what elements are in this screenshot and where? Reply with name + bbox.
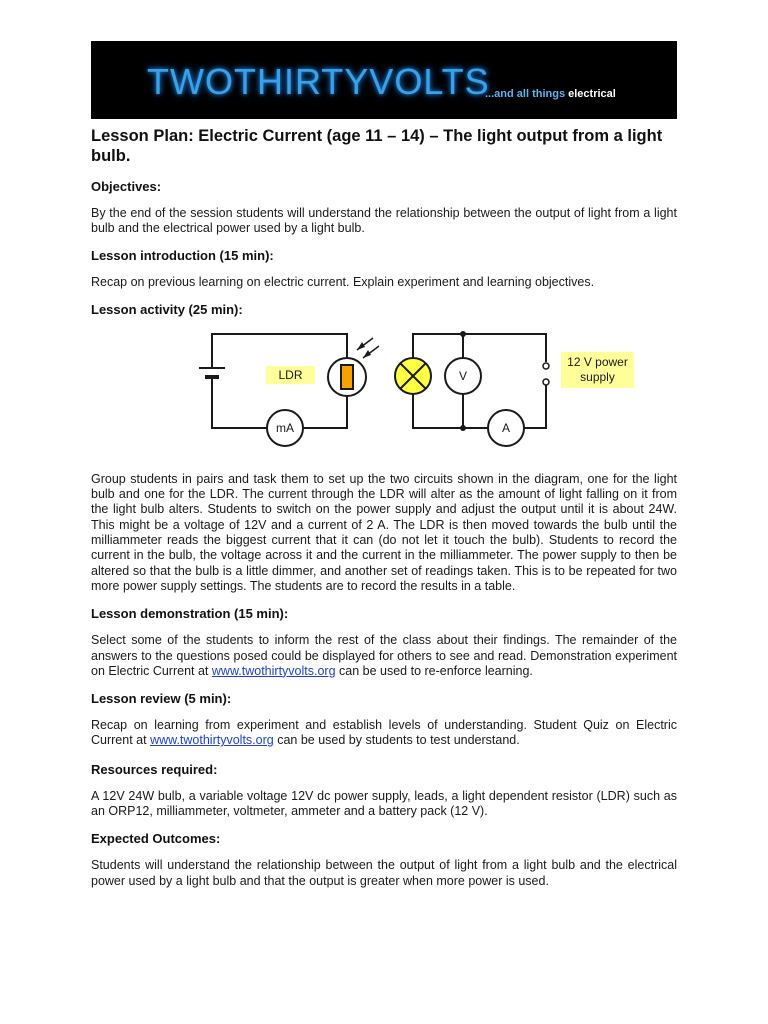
site-tagline (485, 88, 616, 100)
circuit-drawing (91, 328, 677, 452)
power-label-line2: supply (580, 369, 615, 384)
outcomes-heading: Expected Outcomes: (91, 831, 221, 847)
objectives-text: By the end of the session students will understand the relationship between the output of light from a light bulb and the electrical power used by a light bulb. (91, 206, 677, 236)
power-supply-label (561, 352, 634, 388)
milliammeter-label: mA (276, 420, 294, 435)
page-title: Lesson Plan: Electric Current (age 11 – 14) – The light output from a light bulb. (91, 127, 663, 165)
light-ray-1-arrow (357, 342, 365, 350)
review-text (91, 718, 677, 749)
review-link[interactable]: www.twothirtyvolts.org (150, 733, 274, 748)
circuit-diagram (91, 328, 677, 452)
junction-bottom (460, 425, 466, 431)
ldr-resistor (341, 365, 353, 389)
tagline-prefix: ...and all things (485, 88, 569, 100)
ldr-label: LDR (266, 366, 315, 384)
objectives-heading: Objectives: (91, 179, 162, 194)
review-heading: Lesson review (5 min): (91, 691, 232, 707)
demonstration-text-before: Select some of the students to inform the rest of the class about their findings. The remainder of the answers to the questions posed could be displayed for others to see and read. Demonstration experiment on Electric Current at (91, 633, 677, 678)
power-label-line1: 12 V power (567, 354, 628, 369)
activity-text: Group students in pairs and task them to set up the two circuits shown in the diagram, one for the light bulb and one for the LDR. The current through the LDR will alter as the amount of light falling on it from the light bulb alters. Students to switch on the power supply and adjust the output until it is about 24W. This might be a voltage of 12V and a current of 2 A. The LDR is then moved towards the bulb until the milliammeter reads the biggest current that it can (do not let it touch the bulb). Students to record the current in the bulb, the voltage across it and the current in the milliammeter. The power supply to then be altered so that the bulb is a little dimmer, and another set of readings taken. This is to be repeated for two more power supply settings. The students are to record the results in a table. (91, 471, 677, 593)
ldr-circuit-top-wire (212, 334, 347, 368)
bulb-circuit-top-wire (413, 334, 546, 362)
review-text-before: Recap on learning from experiment and establish levels of understanding. Student Quiz on Electric Current at (91, 718, 677, 748)
header-banner (91, 41, 677, 119)
activity-heading: Lesson activity (25 min): (91, 301, 243, 317)
tagline-suffix: electrical (568, 88, 616, 100)
site-logo: TWOTHIRTYVOLTS (147, 61, 490, 102)
demonstration-link[interactable]: www.twothirtyvolts.org (211, 663, 336, 678)
demonstration-text (91, 633, 677, 679)
supply-terminal-bottom (543, 379, 549, 385)
resources-text: A 12V 24W bulb, a variable voltage 12V dc power supply, leads, a light dependent resistor (LDR) such as an ORP12, milliammeter, voltmeter, ammeter and a battery pack (12 V). (91, 788, 677, 819)
introduction-heading: Lesson introduction (15 min): (91, 247, 274, 263)
resources-heading: Resources required: (91, 761, 218, 777)
bulb-circuit-right-wire (524, 383, 546, 428)
lesson-plan (91, 126, 677, 889)
ldr-circuit-right-wire (303, 396, 347, 428)
supply-terminal-top (543, 363, 549, 369)
introduction-text: Recap on previous learning on electric current. Explain experiment and learning objectives. (91, 274, 595, 289)
demonstration-heading: Lesson demonstration (15 min): (91, 606, 289, 622)
review-text-after: can be used by students to test understand. (273, 733, 520, 748)
demonstration-text-after: can be used to re-enforce learning. (335, 663, 533, 678)
light-ray-2-arrow (363, 350, 371, 358)
outcomes-text: Students will understand the relationship between the output of light from a light bulb and the electrical power used by a light bulb and that the output is greater when more power is used. (91, 858, 677, 888)
junction-top (460, 331, 466, 337)
bulb-circuit-bottom-wire (413, 394, 488, 428)
ammeter-label: A (501, 420, 511, 435)
voltmeter-label: V (458, 368, 468, 383)
ldr-circuit-bottom-wire (212, 378, 267, 428)
